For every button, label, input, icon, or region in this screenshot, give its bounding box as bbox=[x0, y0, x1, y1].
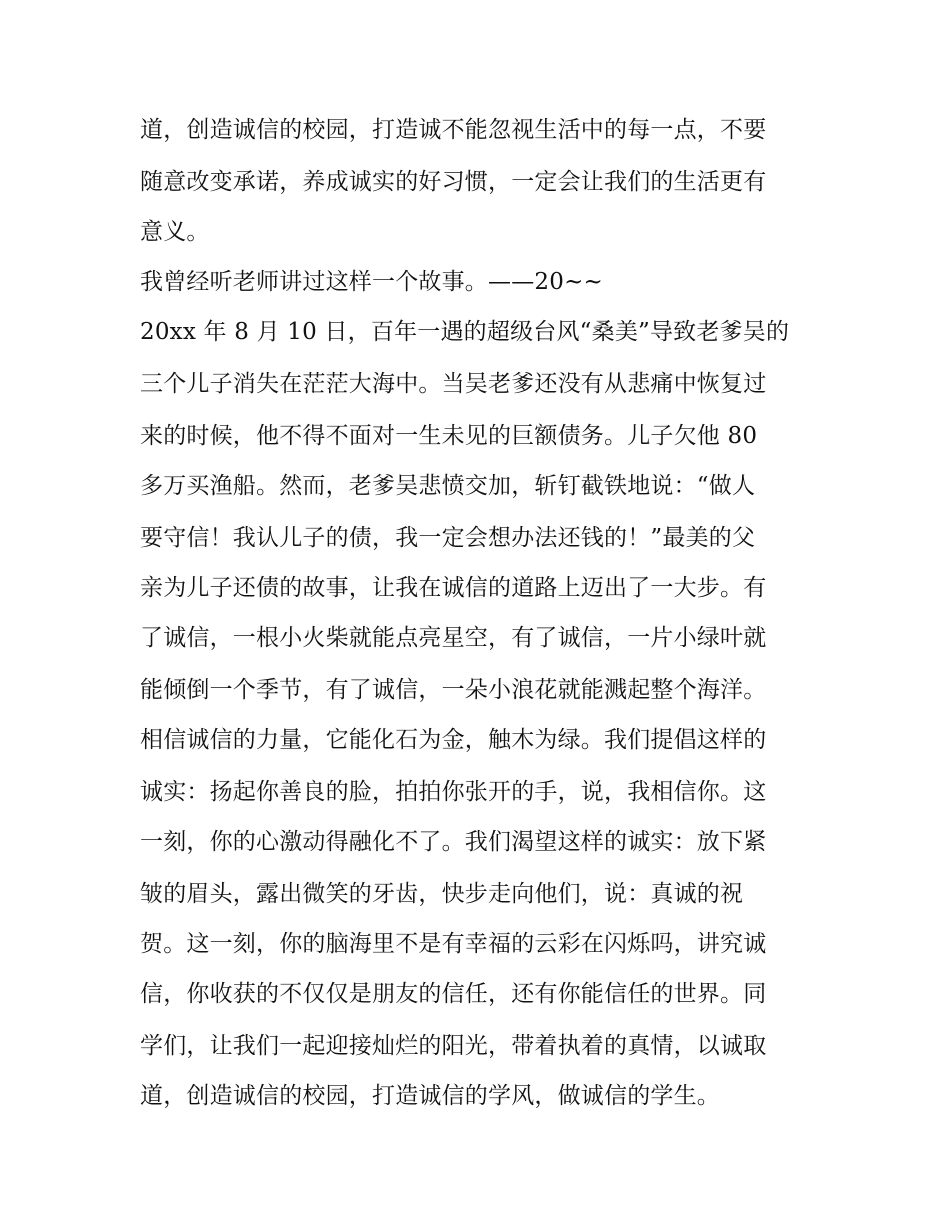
text-line: 信，你收获的不仅仅是朋友的信任，还有你能信任的世界。同 bbox=[140, 981, 767, 1007]
text-line: 相信诚信的力量，它能化石为金，触木为绿。我们提倡这样的 bbox=[140, 727, 767, 753]
text-line: 学们，让我们一起迎接灿烂的阳光，带着执着的真情，以诚取 bbox=[140, 1033, 767, 1059]
text-line: 道，创造诚信的校园，打造诚不能忽视生活中的每一点，不要 bbox=[140, 117, 767, 143]
text-line: 一刻，你的心激动得融化不了。我们渴望这样的诚实：放下紧 bbox=[140, 829, 767, 855]
text-line: 我曾经听老师讲过这样一个故事。——20~~ bbox=[140, 269, 604, 295]
text-line: 三个儿子消失在茫茫大海中。当吴老爹还没有从悲痛中恢复过 bbox=[140, 371, 767, 397]
text-line: 能倾倒一个季节，有了诚信，一朵小浪花就能溅起整个海洋。 bbox=[140, 677, 767, 703]
text-line: 亲为儿子还债的故事，让我在诚信的道路上迈出了一大步。有 bbox=[140, 575, 767, 601]
text-line: 随意改变承诺，养成诚实的好习惯，一定会让我们的生活更有 bbox=[140, 169, 767, 195]
text-line: 皱的眉头，露出微笑的牙齿，快步走向他们，说：真诚的祝 bbox=[140, 881, 744, 907]
text-line: 道，创造诚信的校园，打造诚信的学风，做诚信的学生。 bbox=[140, 1083, 720, 1109]
text-line: 贺。这一刻，你的脑海里不是有幸福的云彩在闪烁吗，讲究诚 bbox=[140, 931, 767, 957]
text-line: 了诚信，一根小火柴就能点亮星空，有了诚信，一片小绿叶就 bbox=[140, 625, 767, 651]
text-line: 意义。 bbox=[140, 219, 210, 245]
text-line: 多万买渔船。然而，老爹吴悲愤交加，斩钉截铁地说：“做人 bbox=[140, 473, 756, 499]
text-line: 诚实：扬起你善良的脸，拍拍你张开的手，说，我相信你。这 bbox=[140, 779, 767, 805]
text-line: 来的时候，他不得不面对一生未见的巨额债务。儿子欠他 80 bbox=[140, 423, 758, 449]
text-line: 要守信！我认儿子的债，我一定会想办法还钱的！”最美的父 bbox=[140, 525, 756, 551]
text-line: 20xx 年 8 月 10 日，百年一遇的超级台风“桑美”导致老爹吴的 bbox=[140, 319, 790, 345]
